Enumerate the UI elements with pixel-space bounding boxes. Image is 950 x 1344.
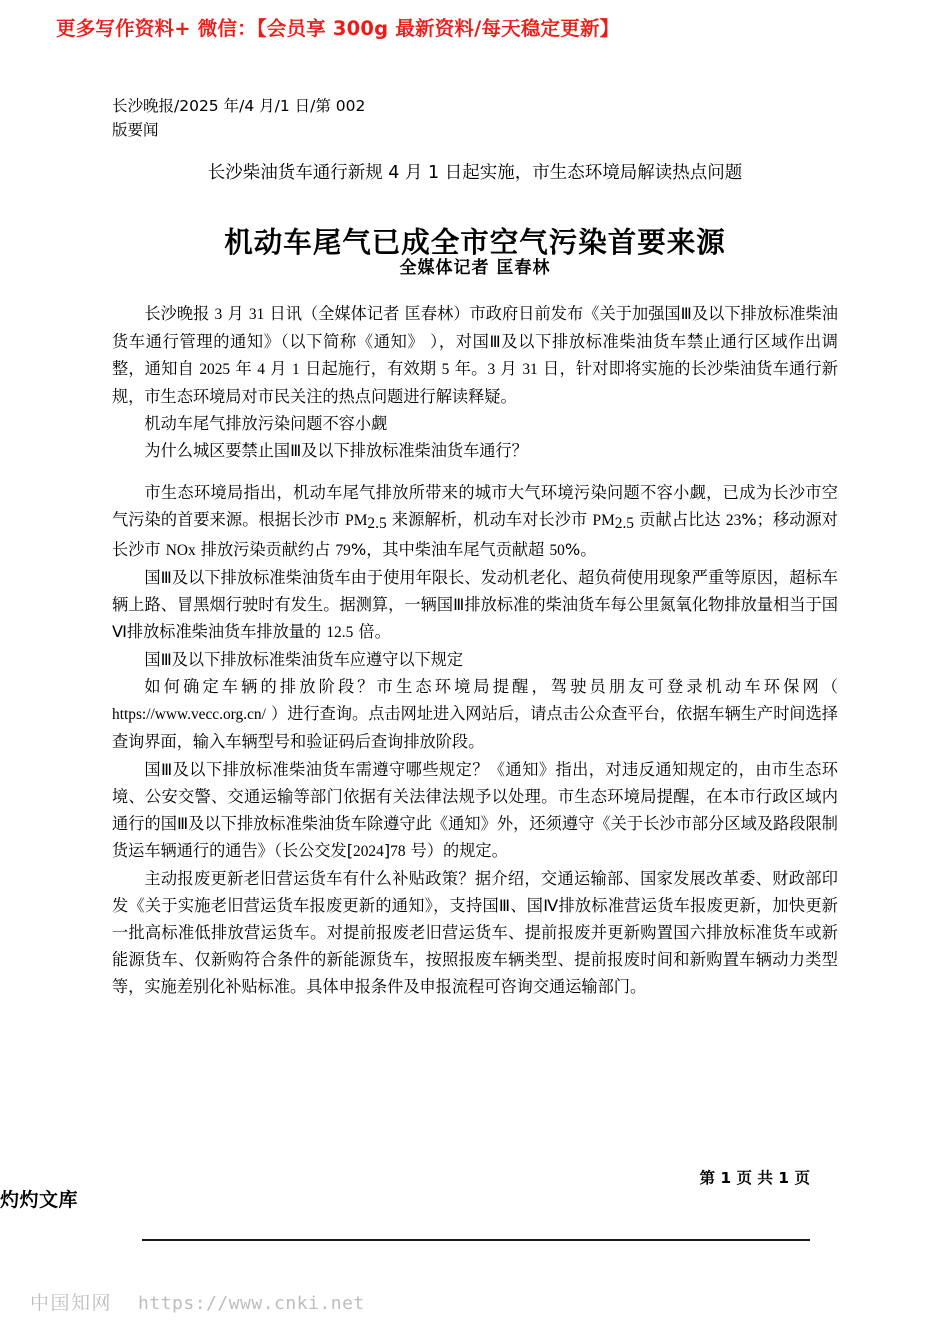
paragraph-question-1: 为什么城区要禁止国Ⅲ及以下排放标准柴油货车通行？ [144, 441, 528, 461]
cnki-watermark [30, 1288, 365, 1315]
paragraph-answer-2: 如何确定车辆的排放阶段？市生态环境局提醒，驾驶员朋友可登录机动车环保网（ https://www.vecc.org.cn/ ）进行查询。点击网址进入网站后，请点击公众查平台，依据车辆生产时间选择查询界面，输入车辆型号和验证码后查询排放阶段。 [112, 677, 838, 752]
paragraph-spacer [112, 465, 838, 479]
paragraph-subhead-1: 机动车尾气排放污染问题不容小觑 [144, 414, 388, 434]
promo-banner-text: 更多写作资料+ 微信：【会员享 300g 最新资料/每天稳定更新】 [56, 17, 620, 40]
page-number: 第 1 页 共 1 页 [699, 1169, 810, 1187]
masthead-line-1: 长沙晚报/2025 年/4 月/1 日/第 002 [112, 97, 366, 115]
masthead-line-2: 版要闻 [112, 121, 159, 139]
cnki-logo-text: 中国知网 [30, 1292, 113, 1314]
paragraph-answer-4: 主动报废更新老旧营运货车有什么补贴政策？据介绍，交通运输部、国家发展改革委、财政部印发《关于实施老旧营运货车报废更新的通知》，支持国Ⅲ、国Ⅳ排放标准营运货车报废更新，加快更新一批高标准低排放营运货车。对提前报废老旧营运货车、提前报废并更新购置国六排放标准货车或新能源货车、仅新购符合条件的新能源货车，按照报废车辆类型、提前报废时间和新购置车辆动力类型等，实施差别化补贴标准。具体申报条件及申报流程可咨询交通运输部门。 [112, 868, 838, 997]
paragraph-answer-1a: 市生态环境局指出，机动车尾气排放所带来的城市大气环境污染问题不容小觑，已成为长沙市空气污染的首要来源。根据长沙市 $PM_{2.5}$ 来源解析，机动车对长沙市 $PM_{2.5}$ 贡献占比达 23%；移动源对长沙市 NOx 排放污染贡献约占 79%，其中柴油车尾气贡献超 50%。 [112, 482, 838, 559]
cnki-url-text: https://www.cnki.net [138, 1293, 365, 1314]
masthead [112, 94, 532, 142]
library-watermark: 灼灼文库 [0, 1189, 79, 1211]
article-byline: 全媒体记者 匡春林 [399, 258, 551, 278]
footer-divider [142, 1239, 810, 1241]
article-kicker: 长沙柴油货车通行新规 4 月 1 日起实施，市生态环境局解读热点问题 [207, 163, 743, 183]
article-body [112, 300, 838, 1000]
paragraph-answer-1b: 国Ⅲ及以下排放标准柴油货车由于使用年限长、发动机老化、超负荷使用现象严重等原因，超标车辆上路、冒黑烟行驶时有发生。据测算，一辆国Ⅲ排放标准的柴油货车每公里氮氧化物排放量相当于国Ⅵ排放标准柴油货车排放量的 12.5 倍。 [112, 567, 838, 642]
paragraph-answer-3: 国Ⅲ及以下排放标准柴油货车需遵守哪些规定？《通知》指出，对违反通知规定的，由市生态环境、公安交警、交通运输等部门依据有关法律法规予以处理。市生态环境局提醒，在本市行政区域内通行的国Ⅲ及以下排放标准柴油货车除遵守此《通知》外，还须遵守《关于长沙市部分区域及路段限制货运车辆通行的通告》（长公交发[2024]78 号）的规定。 [112, 759, 838, 860]
paragraph-subhead-2: 国Ⅲ及以下排放标准柴油货车应遵守以下规定 [144, 650, 464, 670]
page-title: 机动车尾气已成全市空气污染首要来源 [224, 226, 726, 260]
paragraph-lead: 长沙晚报 3 月 31 日讯（全媒体记者 匡春林）市政府日前发布《关于加强国Ⅲ及以下排放标准柴油货车通行管理的通知》（以下简称《通知》 ），对国Ⅲ及以下排放标准柴油货车禁止通行区域作出调整，通知自 2025 年 4 月 1 日起施行，有效期 5 年。3 月 31 日，针对即将实施的长沙柴油货车通行新规，市生态环境局对市民关注的热点问题进行解读释疑。 [112, 304, 838, 407]
